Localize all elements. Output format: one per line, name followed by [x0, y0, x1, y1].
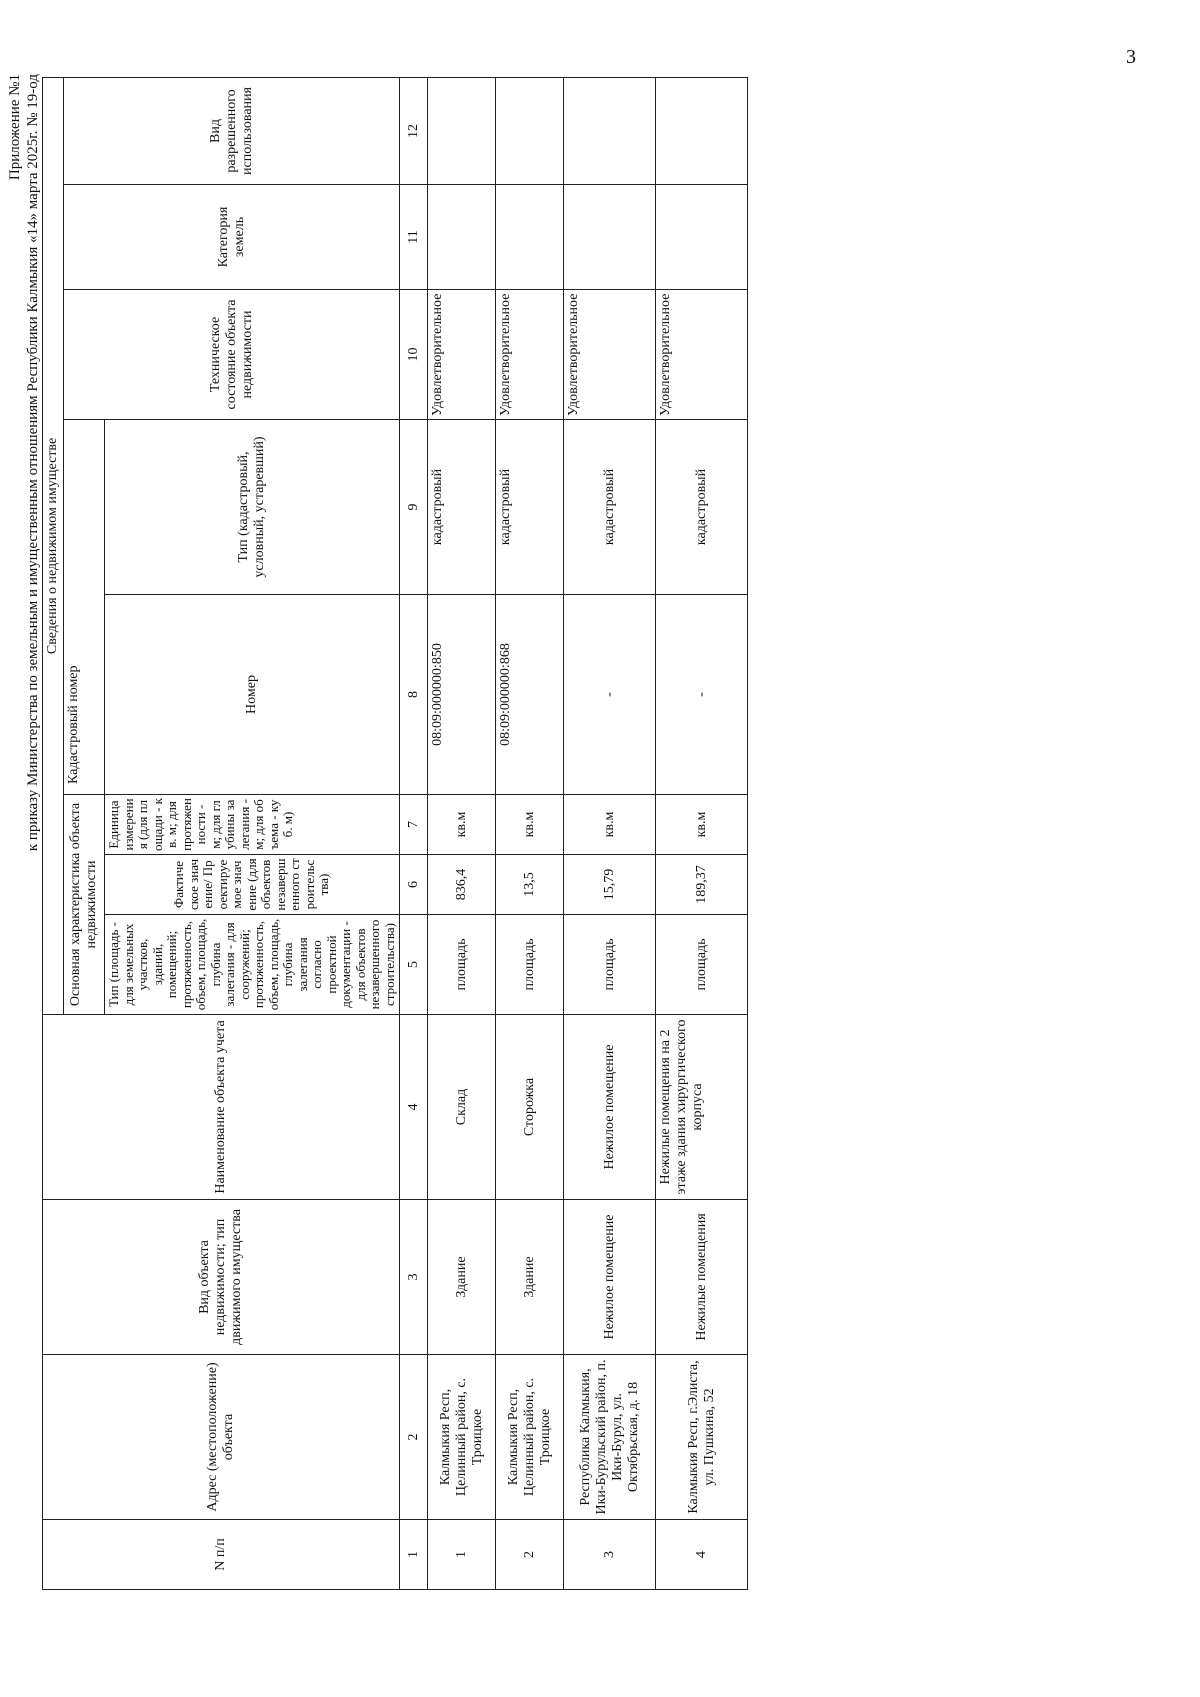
column-number: 1: [400, 1520, 428, 1590]
col-header-cad-type: Тип (кадастровый, условный, устаревший): [105, 420, 400, 595]
rotated-page: [0, 50, 1100, 1640]
cell-land-category: [428, 185, 496, 290]
table-row: [496, 77, 564, 1589]
cell-permitted-use: [496, 77, 564, 184]
column-number: 10: [400, 290, 428, 420]
cell-address: Калмыкия Респ, г.Элиста, ул. Пушкина, 52: [656, 1355, 748, 1520]
order-reference: к приказу Министерства по земельным и имущественным отношениям Республики Калмыкия «14» марта 2025г. № 19-од: [25, 74, 41, 852]
column-number: 12: [400, 77, 428, 184]
cell-name: Нежилое помещение: [564, 1015, 656, 1200]
table-row: [564, 77, 656, 1589]
cell-unit: кв.м: [428, 795, 496, 855]
col-header-info-group: Сведения о недвижимом имуществе: [43, 77, 64, 1014]
column-number: 9: [400, 420, 428, 595]
header-row-1: [43, 77, 64, 1589]
cell-value: 836,4: [428, 855, 496, 915]
col-header-permitted-use: Вид разрешенного использования: [64, 77, 400, 184]
cell-kind: Здание: [428, 1200, 496, 1355]
column-number: 2: [400, 1355, 428, 1520]
cell-address: Республика Калмыкия, Ики-Бурульский район, п. Ики-Бурул, ул. Октябрьская, д. 18: [564, 1355, 656, 1520]
col-header-char-unit: Единица измерения (для площади - кв. м; для протяженности - м; для глубины залегания - м; для объема - куб. м): [105, 795, 400, 855]
cell-cad-type: кадастровый: [496, 420, 564, 595]
table-row: [428, 77, 496, 1589]
cell-tech-state: Удовлетворительное: [428, 290, 496, 420]
cell-n: 1: [428, 1520, 496, 1590]
cell-kind: Нежилые помещения: [656, 1200, 748, 1355]
col-header-char-value: Фактическое значение/ Проектируемое значение (для объектов незавершенного строительства): [105, 855, 400, 915]
column-number: 6: [400, 855, 428, 915]
column-number: 4: [400, 1015, 428, 1200]
cell-land-category: [564, 185, 656, 290]
cell-name: Нежилые помещения на 2 этаже здания хирургического корпуса: [656, 1015, 748, 1200]
cell-permitted-use: [564, 77, 656, 184]
column-number: 5: [400, 915, 428, 1015]
cell-cad-number: 08:09:000000:850: [428, 595, 496, 795]
column-number: 8: [400, 595, 428, 795]
cell-tech-state: Удовлетворительное: [496, 290, 564, 420]
column-number: 7: [400, 795, 428, 855]
cell-unit: кв.м: [656, 795, 748, 855]
col-header-address: Адрес (местоположение) объекта: [43, 1355, 400, 1520]
col-header-n: N п/п: [43, 1520, 400, 1590]
property-register-table: [42, 77, 748, 1590]
cell-char-type: площадь: [564, 915, 656, 1015]
cell-name: Сторожка: [496, 1015, 564, 1200]
cell-value: 189,37: [656, 855, 748, 915]
appendix-title: Приложение №1: [7, 74, 23, 181]
cell-n: 4: [656, 1520, 748, 1590]
cell-tech-state: Удовлетворительное: [564, 290, 656, 420]
cell-kind: Здание: [496, 1200, 564, 1355]
cell-value: 15,79: [564, 855, 656, 915]
column-number: 3: [400, 1200, 428, 1355]
cell-unit: кв.м: [496, 795, 564, 855]
col-header-char-type: Тип (площадь - для земельных участков, зданий, помещений; протяженность, объем, площадь, глубина залегания - для сооружений; протяженность, объем, площадь, глубина залегания согласно проектной документации - для объектов незавершенного строительства): [105, 915, 400, 1015]
cell-cad-number: -: [564, 595, 656, 795]
cell-char-type: площадь: [428, 915, 496, 1015]
cell-unit: кв.м: [564, 795, 656, 855]
column-number-row: [400, 77, 428, 1589]
col-header-land-category: Категория земель: [64, 185, 400, 290]
cell-cad-number: 08:09:000000:868: [496, 595, 564, 795]
cell-n: 3: [564, 1520, 656, 1590]
cell-land-category: [656, 185, 748, 290]
cell-cad-type: кадастровый: [428, 420, 496, 595]
col-header-cad-number: Номер: [105, 595, 400, 795]
col-header-main-char: Основная характеристика объекта недвижимости: [64, 795, 105, 1015]
page-number: 3: [1126, 46, 1136, 68]
document-header: [6, 74, 42, 1590]
cell-permitted-use: [428, 77, 496, 184]
cell-n: 2: [496, 1520, 564, 1590]
table-row: [656, 77, 748, 1589]
cell-name: Склад: [428, 1015, 496, 1200]
cell-char-type: площадь: [496, 915, 564, 1015]
cell-char-type: площадь: [656, 915, 748, 1015]
cell-kind: Нежилое помещение: [564, 1200, 656, 1355]
col-header-kind: Вид объекта недвижимости; тип движимого имущества: [43, 1200, 400, 1355]
cell-address: Калмыкия Респ, Целинный район, с. Троицкое: [496, 1355, 564, 1520]
cell-address: Калмыкия Респ, Целинный район, с. Троицкое: [428, 1355, 496, 1520]
cell-land-category: [496, 185, 564, 290]
cell-cad-type: кадастровый: [656, 420, 748, 595]
col-header-name: Наименование объекта учета: [43, 1015, 400, 1200]
cell-cad-type: кадастровый: [564, 420, 656, 595]
cell-tech-state: Удовлетворительное: [656, 290, 748, 420]
col-header-cadastral: Кадастровый номер: [64, 420, 105, 795]
col-header-tech-state: Техническое состояние объекта недвижимости: [64, 290, 400, 420]
column-number: 11: [400, 185, 428, 290]
cell-permitted-use: [656, 77, 748, 184]
cell-cad-number: -: [656, 595, 748, 795]
cell-value: 13,5: [496, 855, 564, 915]
